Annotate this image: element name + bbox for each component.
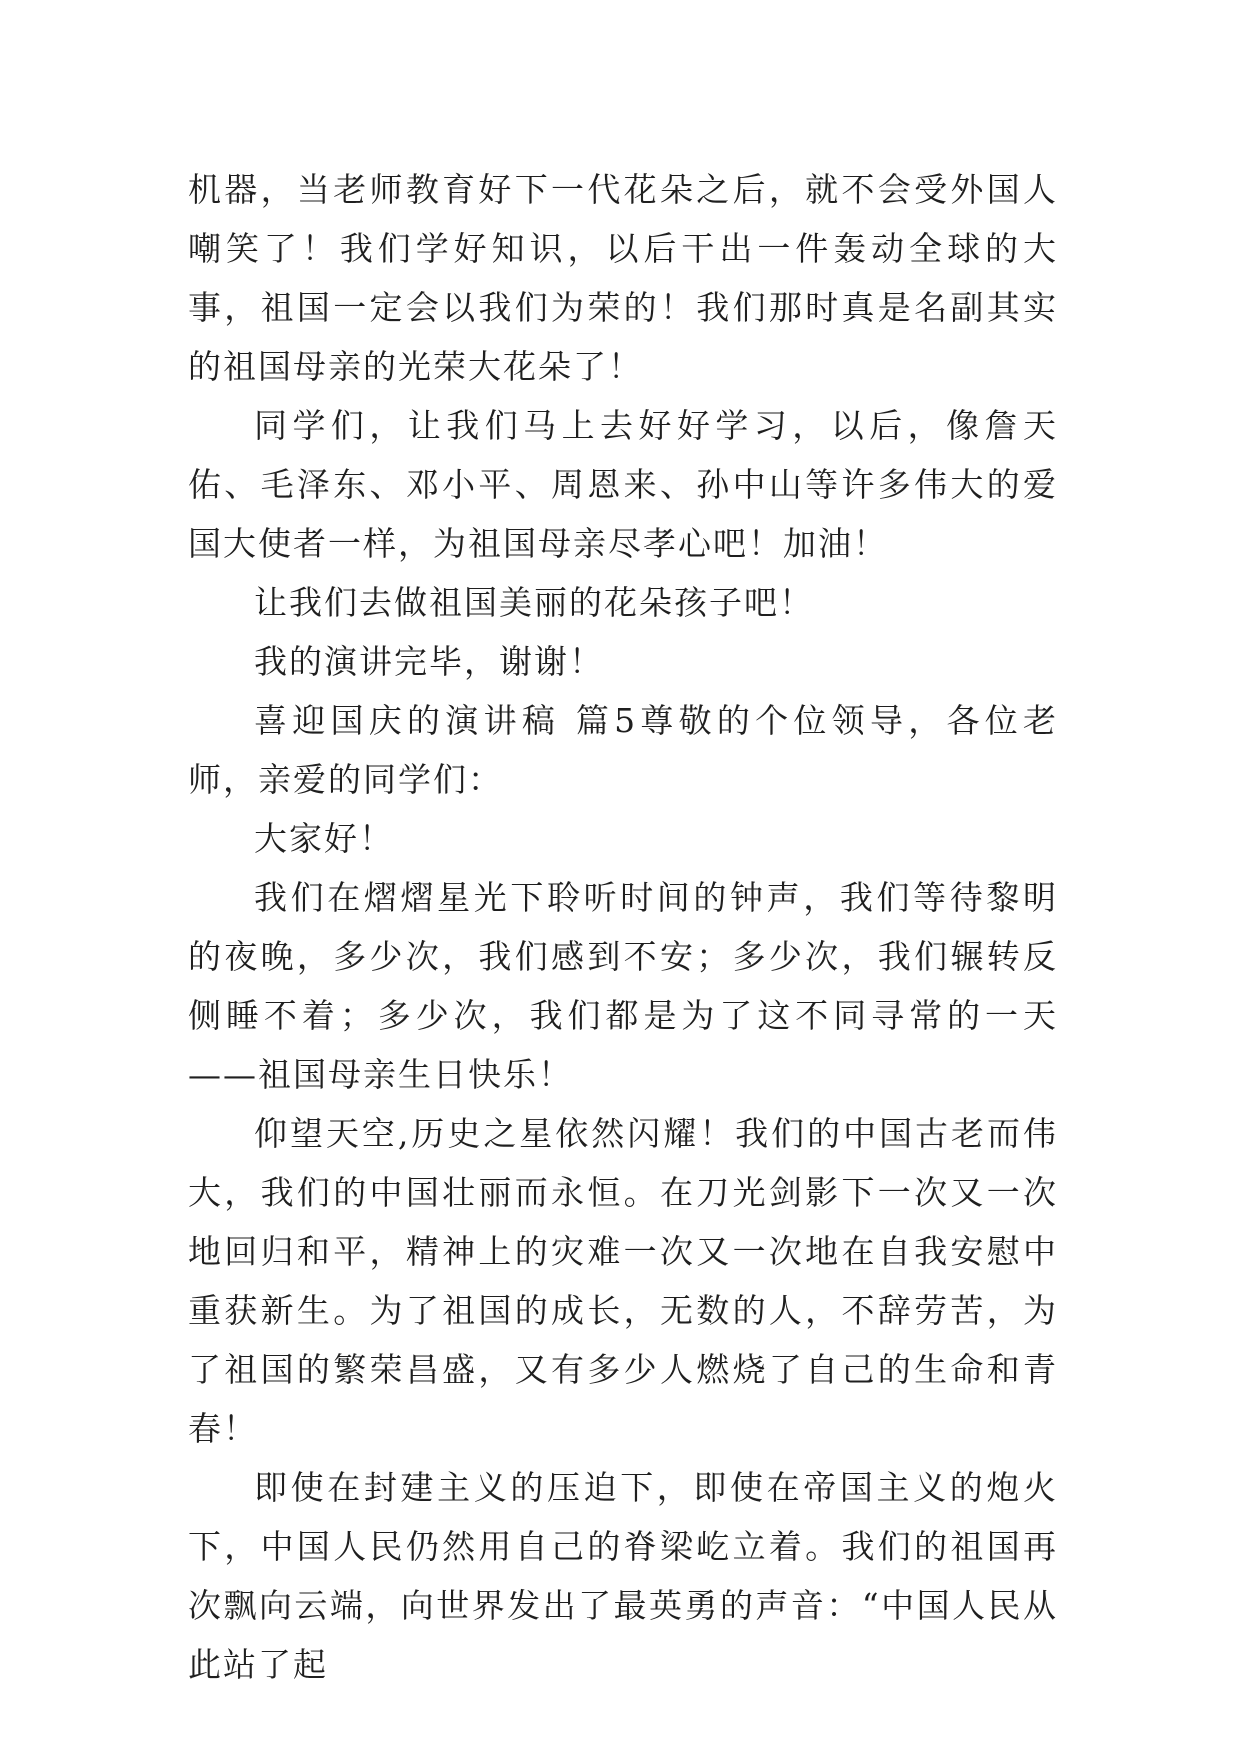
paragraph-2: 同学们，让我们马上去好好学习，以后，像詹天佑、毛泽东、邓小平、周恩来、孙中山等许多伟大的爱国大使者一样，为祖国母亲尽孝心吧！加油！ [188, 406, 1058, 563]
paragraph-4: 我的演讲完毕，谢谢！ [254, 642, 604, 681]
paragraph-5: 喜迎国庆的演讲稿 篇5尊敬的个位领导，各位老师，亲爱的同学们： [188, 701, 1058, 799]
paragraph-7: 我们在熠熠星光下聆听时间的钟声，我们等待黎明的夜晚，多少次，我们感到不安；多少次，我们辗转反侧睡不着；多少次，我们都是为了这不同寻常的一天——祖国母亲生日快乐！ [188, 878, 1058, 1094]
paragraph-8: 仰望天空,历史之星依然闪耀！我们的中国古老而伟大，我们的中国壮丽而永恒。在刀光剑影下一次又一次地回归和平，精神上的灾难一次又一次地在自我安慰中重获新生。为了祖国的成长，无数的人，不辞劳苦，为了祖国的繁荣昌盛，又有多少人燃烧了自己的生命和青春！ [188, 1114, 1058, 1448]
paragraph-6: 大家好！ [254, 819, 394, 858]
paragraph-1: 机器，当老师教育好下一代花朵之后，就不会受外国人嘲笑了！我们学好知识，以后干出一件轰动全球的大事，祖国一定会以我们为荣的！我们那时真是名副其实的祖国母亲的光荣大花朵了！ [188, 170, 1058, 386]
paragraph-3: 让我们去做祖国美丽的花朵孩子吧！ [254, 583, 814, 622]
paragraph-9: 即使在封建主义的压迫下，即使在帝国主义的炮火下，中国人民仍然用自己的脊梁屹立着。我们的祖国再次飘向云端，向世界发出了最英勇的声音：“中国人民从此站了起 [188, 1468, 1058, 1684]
document-body [188, 160, 1058, 1694]
